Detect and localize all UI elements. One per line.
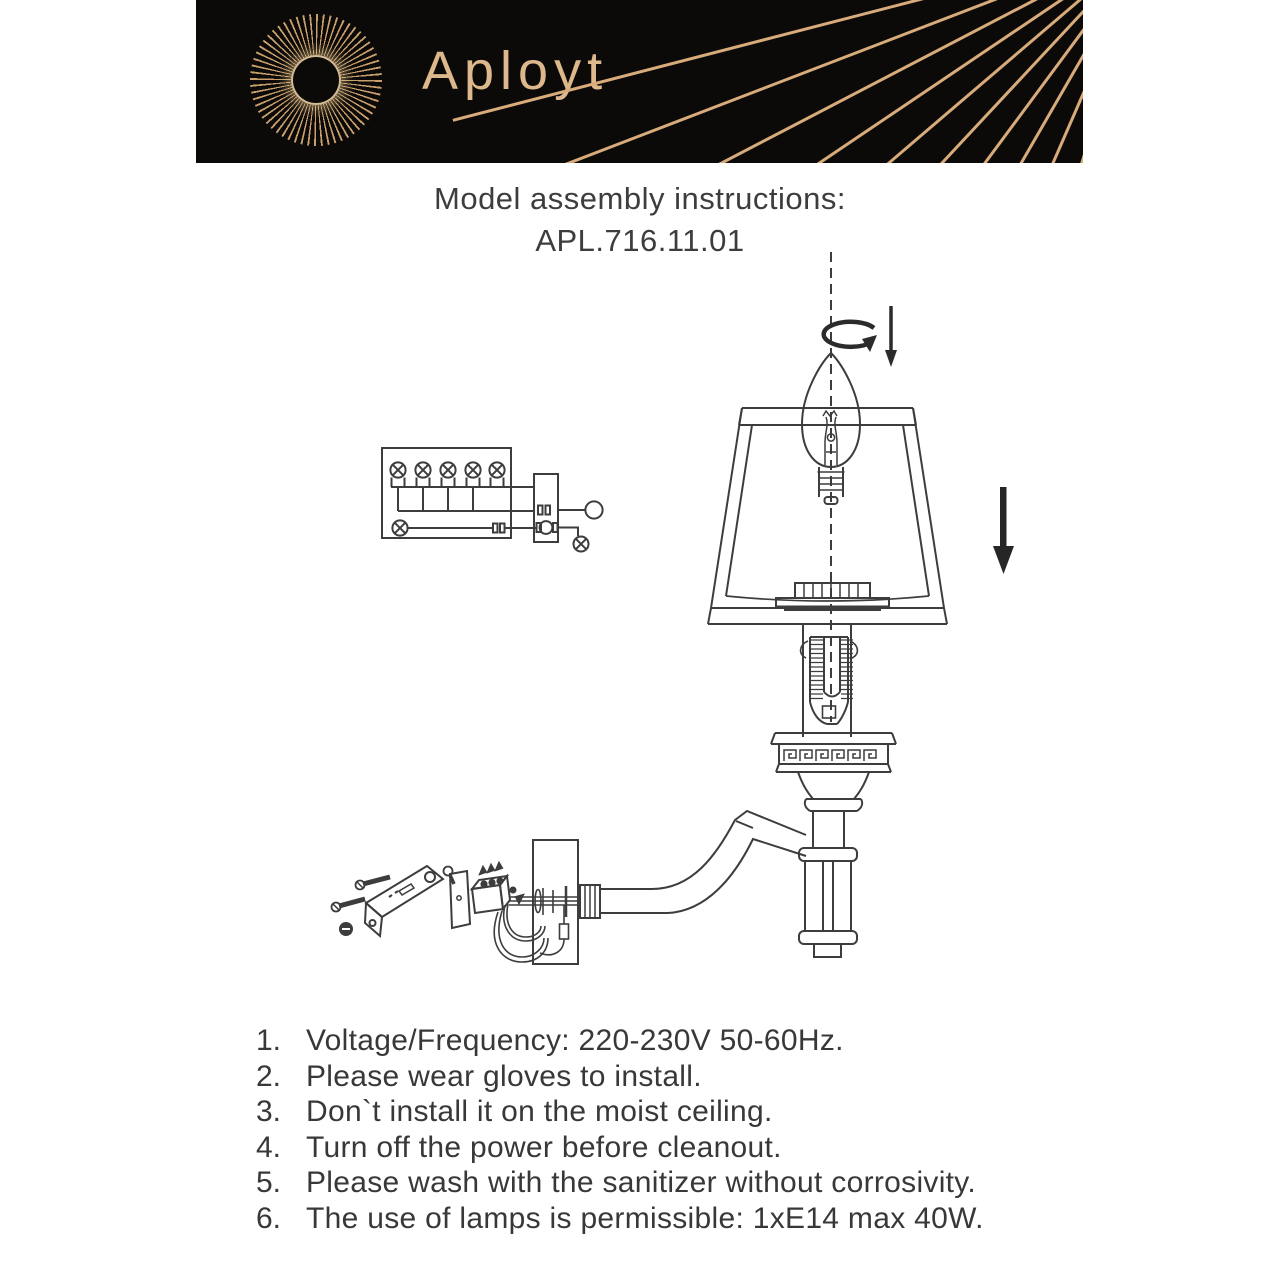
greek-key-collar (771, 733, 896, 848)
page-title: Model assembly instructions: (434, 181, 846, 216)
item-text: Don`t install it on the moist ceiling. (306, 1095, 773, 1128)
item-text: Please wash with the sanitizer without corrosivity. (306, 1166, 977, 1199)
item-text: Please wear gloves to install. (306, 1059, 702, 1093)
wall-arm (580, 811, 806, 918)
item-number: 3. (256, 1095, 282, 1128)
list-item (0, 1165, 1280, 1201)
model-number: APL.716.11.01 (535, 223, 745, 258)
lamp-socket (801, 625, 858, 737)
wiring-diagram (382, 448, 603, 552)
wall-body (799, 848, 857, 957)
item-number: 4. (256, 1130, 282, 1164)
list-item (0, 1023, 1280, 1059)
item-number: 5. (256, 1166, 282, 1199)
down-arrow-icon (993, 487, 1014, 574)
list-item (0, 1201, 1280, 1237)
list-item (0, 1094, 1280, 1130)
instructions-list (0, 1023, 1280, 1236)
brand-name: Aployt (422, 41, 609, 101)
lampshade (708, 408, 947, 624)
item-number: 1. (256, 1024, 282, 1057)
mounting-bracket-exploded (332, 840, 582, 964)
list-item (0, 1130, 1280, 1166)
item-text: Turn off the power before cleanout. (306, 1130, 782, 1164)
item-number: 6. (256, 1201, 282, 1235)
item-text: The use of lamps is permissible: 1xE14 max 40W. (306, 1201, 984, 1235)
item-text: Voltage/Frequency: 220-230V 50-60Hz. (306, 1024, 844, 1057)
list-item (0, 1059, 1280, 1095)
item-number: 2. (256, 1059, 282, 1093)
